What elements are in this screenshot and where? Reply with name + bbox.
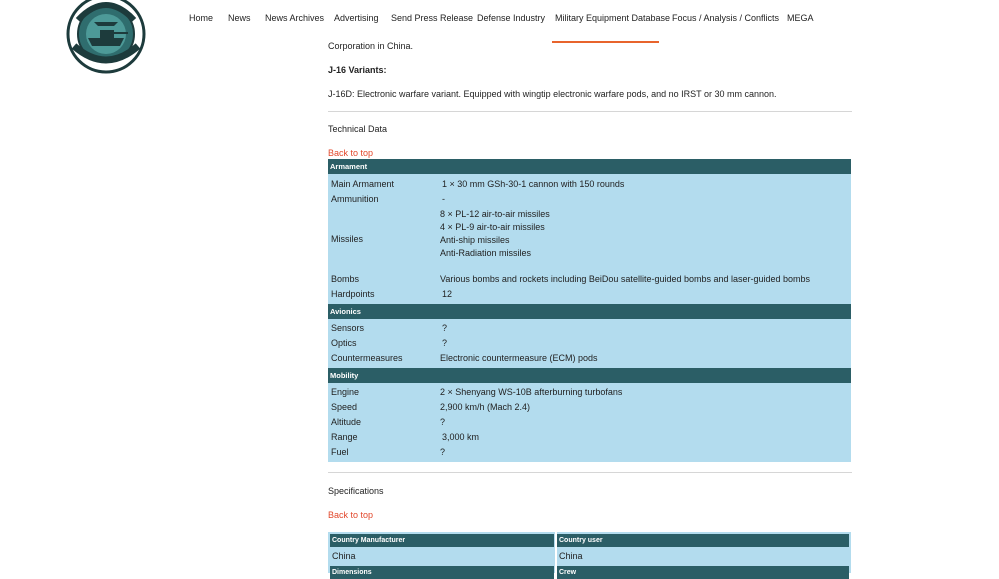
section-header-mobility: Mobility xyxy=(328,368,851,383)
header-dimensions: Dimensions xyxy=(330,566,554,579)
row-value-countermeasures: Electronic countermeasure (ECM) pods xyxy=(440,353,598,363)
row-value-altitude: ? xyxy=(440,417,446,427)
main-navigation xyxy=(0,0,999,44)
row-label-altitude: Altitude xyxy=(331,417,362,427)
row-value-engine: 2 × Shenyang WS-10B afterburning turbofans xyxy=(440,387,623,397)
nav-advertising[interactable]: Advertising xyxy=(334,13,379,23)
header-country-user: Country user xyxy=(557,534,849,547)
section-header-avionics: Avionics xyxy=(328,304,851,319)
nav-home[interactable]: Home xyxy=(189,13,214,23)
row-value-bombs: Various bombs and rockets including BeiDou satellite-guided bombs and laser-guided bombs xyxy=(440,274,811,284)
cell-country-manufacturer: China xyxy=(332,551,356,561)
nav-mega[interactable]: MEGA xyxy=(787,13,814,23)
active-nav-indicator xyxy=(552,41,659,43)
row-label-ammunition: Ammunition xyxy=(331,194,379,204)
row-label-sensors: Sensors xyxy=(331,323,365,333)
row-value-speed: 2,900 km/h (Mach 2.4) xyxy=(440,402,531,412)
nav-news[interactable]: News xyxy=(228,13,251,23)
row-label-missiles: Missiles xyxy=(331,234,364,244)
nav-focus-analysis-conflicts[interactable]: Focus / Analysis / Conflicts xyxy=(672,13,780,23)
row-value-missile-3: Anti-ship missiles xyxy=(440,235,510,245)
nav-defense-industry[interactable]: Defense Industry xyxy=(477,13,546,23)
back-to-top-link[interactable]: Back to top xyxy=(328,510,374,520)
row-label-engine: Engine xyxy=(331,387,360,397)
specifications-table xyxy=(328,532,851,576)
row-label-fuel: Fuel xyxy=(331,447,349,457)
row-value-main-armament: 1 × 30 mm GSh-30-1 cannon with 150 rounds xyxy=(442,179,625,189)
row-value-missile-1: 8 × PL-12 air-to-air missiles xyxy=(440,209,550,219)
technical-data-heading: Technical Data xyxy=(328,124,388,134)
variant-j16d-text: J-16D: Electronic warfare variant. Equipped with wingtip electronic warfare pods, and no IRST or 30 mm cannon. xyxy=(328,89,777,99)
row-value-missile-2: 4 × PL-9 air-to-air missiles xyxy=(440,222,545,232)
row-value-missile-4: Anti-Radiation missiles xyxy=(440,248,532,258)
divider xyxy=(328,472,852,473)
intro-text: Corporation in China. xyxy=(328,41,414,51)
section-header-armament: Armament xyxy=(328,159,851,174)
back-to-top-link[interactable]: Back to top xyxy=(328,148,374,158)
nav-news-archives[interactable]: News Archives xyxy=(265,13,325,23)
header-country-manufacturer: Country Manufacturer xyxy=(330,534,554,547)
row-value-fuel: ? xyxy=(440,447,446,457)
nav-send-press-release[interactable]: Send Press Release xyxy=(391,13,474,23)
header-crew: Crew xyxy=(557,566,849,579)
row-label-range: Range xyxy=(331,432,358,442)
cell-country-user: China xyxy=(559,551,583,561)
row-value-sensors: ? xyxy=(442,323,448,333)
row-value-hardpoints: 12 xyxy=(442,289,453,299)
divider xyxy=(328,111,852,112)
variants-heading: J-16 Variants: xyxy=(328,65,387,75)
row-label-optics: Optics xyxy=(331,338,357,348)
row-label-main-armament: Main Armament xyxy=(331,179,395,189)
technical-data-table xyxy=(328,159,851,462)
row-value-ammunition: - xyxy=(442,194,445,204)
nav-military-equipment-database[interactable]: Military Equipment Database xyxy=(555,13,671,23)
row-label-hardpoints: Hardpoints xyxy=(331,289,375,299)
row-label-bombs: Bombs xyxy=(331,274,360,284)
specifications-heading: Specifications xyxy=(328,486,384,496)
row-value-optics: ? xyxy=(442,338,448,348)
row-label-countermeasures: Countermeasures xyxy=(331,353,403,363)
row-label-speed: Speed xyxy=(331,402,358,412)
row-value-range: 3,000 km xyxy=(442,432,480,442)
